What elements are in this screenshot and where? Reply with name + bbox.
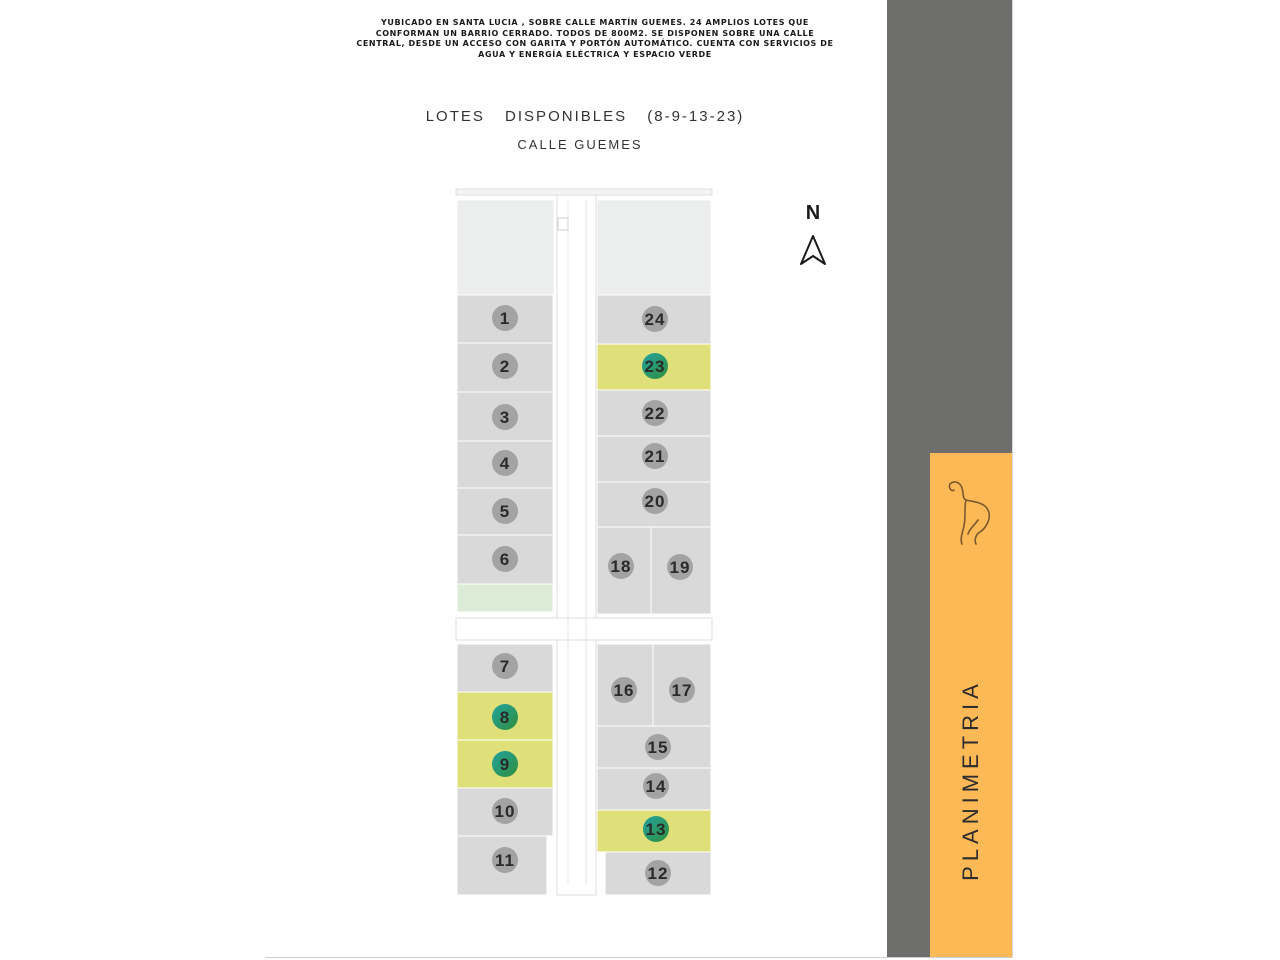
lot-number: 16 xyxy=(613,681,635,700)
lot-7 xyxy=(457,644,553,692)
lot-number: 4 xyxy=(499,454,511,473)
lot-number: 2 xyxy=(499,357,511,376)
lot-14 xyxy=(597,768,711,810)
horse-logo-icon xyxy=(940,476,1000,548)
green-space xyxy=(457,584,553,612)
lot-number: 12 xyxy=(647,864,669,883)
description-line: YUBICADO EN SANTA LUCIA , SOBRE CALLE MARTÍN GUEMES. 24 AMPLIOS LOTES QUE xyxy=(381,18,809,27)
lot-22 xyxy=(597,390,711,436)
lot-10 xyxy=(457,788,553,836)
lot-12 xyxy=(605,852,711,895)
lot-number: 5 xyxy=(499,502,511,521)
bottom-rule xyxy=(265,957,1013,958)
planimetria-title: PLANIMETRIA xyxy=(958,679,984,881)
lot-20 xyxy=(597,482,711,527)
lot-number: 18 xyxy=(610,557,632,576)
lot-number: 23 xyxy=(644,357,666,376)
lot-number: 14 xyxy=(645,777,667,796)
lot-number: 8 xyxy=(499,708,511,727)
lot-number: 17 xyxy=(671,681,693,700)
cross-street xyxy=(456,618,712,640)
lot-15 xyxy=(597,726,711,768)
lot-number: 11 xyxy=(495,851,515,870)
lot-3 xyxy=(457,392,553,441)
lot-6 xyxy=(457,535,553,584)
north-label: N xyxy=(805,202,821,224)
description-line: CONFORMAN UN BARRIO CERRADO. TODOS DE 800M2. SE DISPONEN SOBRE UNA CALLE xyxy=(375,28,815,38)
lot-9 xyxy=(457,740,553,788)
lot-number: 21 xyxy=(644,447,666,466)
lot-number: 13 xyxy=(645,820,667,839)
lot-16 xyxy=(597,644,653,726)
lot-number: 1 xyxy=(499,309,511,328)
lot-18 xyxy=(597,527,651,614)
street-front-strip xyxy=(456,189,712,195)
lot-11 xyxy=(457,836,547,895)
lot-number: 24 xyxy=(644,310,666,329)
lot-2 xyxy=(457,343,553,392)
central-street xyxy=(557,195,596,895)
description-line: CENTRAL, DESDE UN ACCESO CON GARITA Y PORTÓN AUTOMÁTICO. CUENTA CON SERVICIOS DE xyxy=(356,39,834,48)
lot-13 xyxy=(597,810,711,852)
entrance-block-right xyxy=(597,200,711,295)
lot-19 xyxy=(651,527,711,614)
lot-21 xyxy=(597,436,711,482)
lot-5 xyxy=(457,488,553,535)
planimetria-title-wrap xyxy=(930,610,1012,950)
lot-number: 15 xyxy=(647,738,669,757)
lot-number: 19 xyxy=(669,558,691,577)
lot-number: 6 xyxy=(499,550,511,569)
lot-17 xyxy=(653,644,711,726)
entrance-block-left xyxy=(457,200,554,295)
lot-23 xyxy=(597,344,711,390)
lot-8 xyxy=(457,692,553,740)
lot-24 xyxy=(597,295,711,344)
lot-4 xyxy=(457,441,553,488)
gatehouse xyxy=(558,218,568,230)
description-line: AGUA Y ENERGÍA ELÉCTRICA Y ESPACIO VERDE xyxy=(478,49,712,59)
lot-number: 9 xyxy=(499,755,511,774)
lot-1 xyxy=(457,295,553,343)
page-title: LOTES DISPONIBLES (8-9-13-23) xyxy=(425,108,745,125)
lot-number: 3 xyxy=(499,408,511,427)
lot-number: 20 xyxy=(644,492,666,511)
lot-number: 22 xyxy=(644,404,666,423)
sidebar-edge xyxy=(1012,0,1013,957)
lot-number: 7 xyxy=(499,657,511,676)
street-name: CALLE GUEMES xyxy=(517,137,643,152)
lot-number: 10 xyxy=(494,802,516,821)
